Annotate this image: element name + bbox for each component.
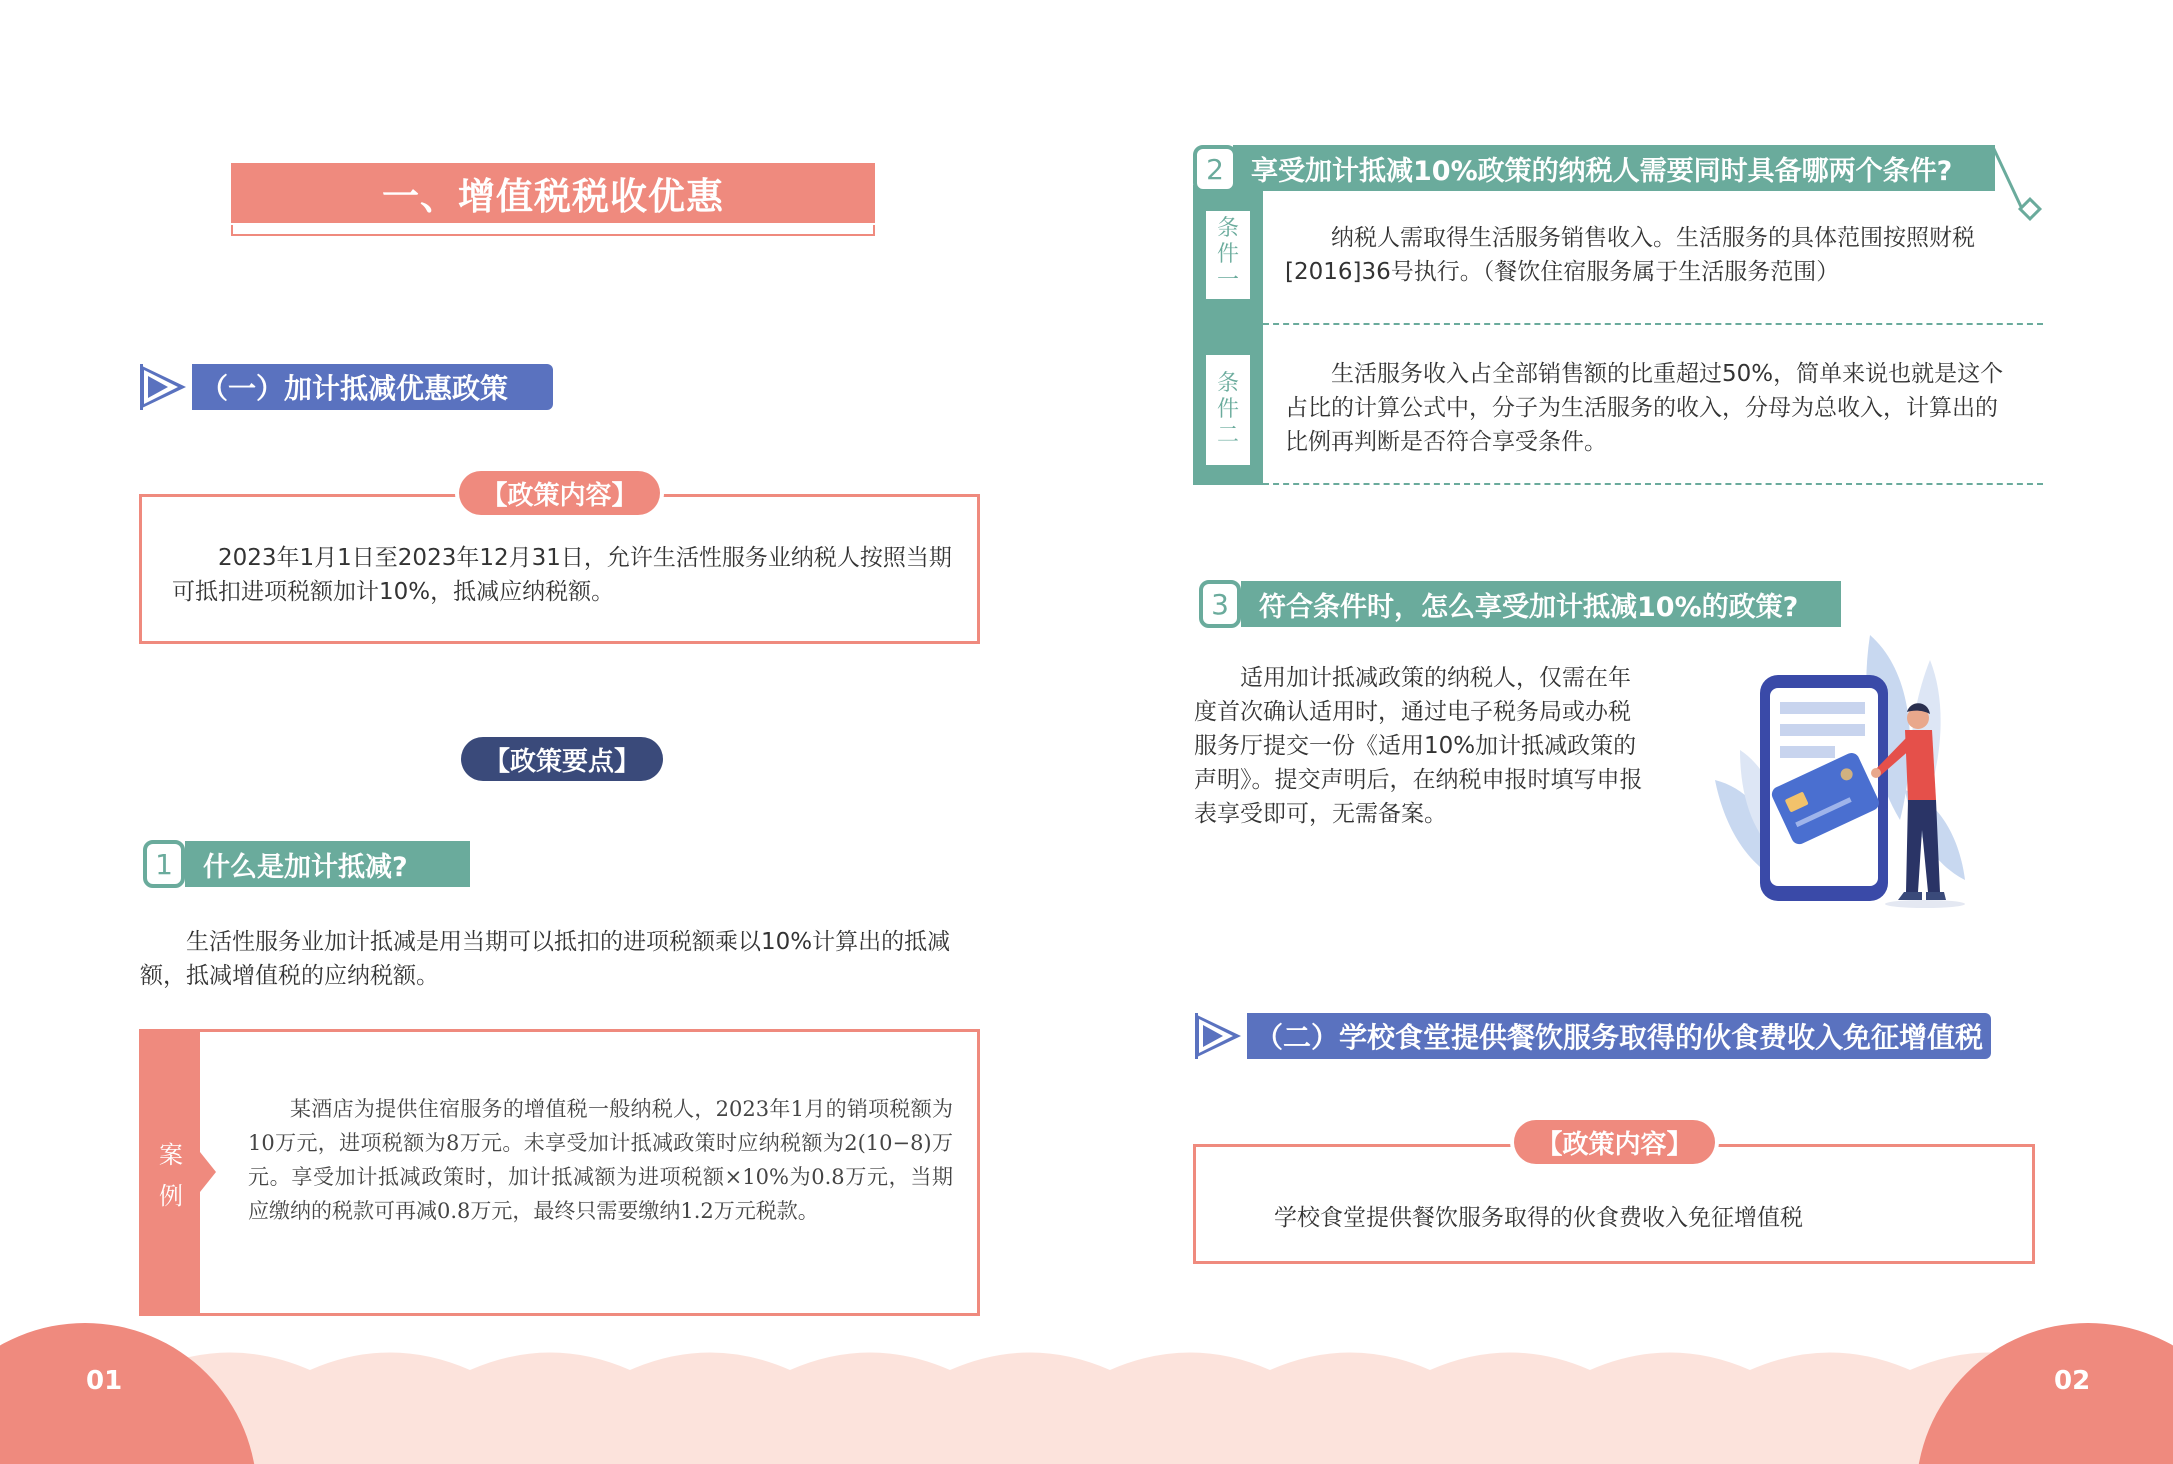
- question-1-title: 什么是加计抵减?: [185, 841, 470, 887]
- divider: [1263, 323, 2043, 325]
- phone-payment-illustration: [1700, 630, 2000, 910]
- question-1-heading: [143, 840, 470, 888]
- policy-content-box: [139, 494, 980, 644]
- page-number-right: 02: [2054, 1366, 2091, 1396]
- case-box: [139, 1029, 980, 1316]
- policy-points-label: 【政策要点】: [461, 737, 663, 781]
- policy-content-label: 【政策内容】: [459, 471, 660, 515]
- section-banner-2: [1195, 1013, 1991, 1059]
- divider: [1263, 483, 2043, 485]
- question-3-text: 适用加计抵减政策的纳税人，仅需在年度首次确认适用时，通过电子税务局或办税服务厅提交一份《适用10%加计抵减政策的声明》。提交声明后，在纳税申报时填写申报表享受即可，无需备案。: [1194, 665, 1643, 827]
- policy-content-text: 2023年1月1日至2023年12月31日，允许生活性服务业纳税人按照当期可抵扣进项税额加计10%，抵减应纳税额。: [172, 545, 952, 605]
- section-2-title: （二）学校食堂提供餐饮服务取得的伙食费收入免征增值税: [1255, 1021, 1984, 1054]
- case-tab: 案 例: [142, 1032, 200, 1313]
- question-1-text: 生活性服务业加计抵减是用当期可以抵扣的进项税额乘以10%计算出的抵减额，抵减增值税的应纳税额。: [140, 929, 951, 989]
- main-title-text: 一、增值税税收优惠: [231, 163, 875, 223]
- condition-1-tag: 条 件 一: [1206, 211, 1250, 299]
- flag-icon: [1195, 1013, 1247, 1059]
- section-1-title: （一）加计抵减优惠政策: [200, 372, 509, 405]
- flag-icon: [140, 364, 192, 410]
- question-2-title: 享受加计抵减10%政策的纳税人需要同时具备哪两个条件?: [1233, 145, 1995, 191]
- section-banner-1: [140, 364, 553, 410]
- question-2-block: [1193, 145, 2043, 490]
- page-number-left: 01: [86, 1366, 123, 1396]
- case-tab-arrow: [200, 1152, 218, 1192]
- policy-content-label-2: 【政策内容】: [1514, 1120, 1715, 1164]
- main-title: [231, 163, 875, 236]
- condition-2-tag: 条 件 二: [1206, 355, 1250, 465]
- condition-2-text: 生活服务收入占全部销售额的比重超过50%，简单来说也就是这个占比的计算公式中，分子为生活服务的收入，分母为总收入，计算出的比例再判断是否符合享受条件。: [1285, 361, 2004, 455]
- question-1-number: 1: [143, 840, 185, 888]
- condition-1-text: 纳税人需取得生活服务销售收入。生活服务的具体范围按照财税[2016]36号执行。（餐饮住宿服务属于生活服务范围）: [1285, 225, 1975, 285]
- policy-content-text-2: 学校食堂提供餐饮服务取得的伙食费收入免征增值税: [1274, 1205, 1803, 1231]
- question-3-heading: [1199, 580, 1841, 628]
- case-text: 某酒店为提供住宿服务的增值税一般纳税人，2023年1月的销项税额为10万元，进项税额为8万元。未享受加计抵减政策时应纳税额为2(10−8)万元。享受加计抵减政策时，加计抵减额为进项税额×10%为0.8万元，当期应缴纳的税款可再减0.8万元，最终只需要缴纳1.2万元税款。: [248, 1097, 953, 1223]
- question-3-title: 符合条件时，怎么享受加计抵减10%的政策?: [1241, 581, 1841, 627]
- question-3-number: 3: [1199, 580, 1241, 628]
- footer-wave: [0, 1310, 2173, 1464]
- question-2-number: 2: [1193, 145, 1237, 193]
